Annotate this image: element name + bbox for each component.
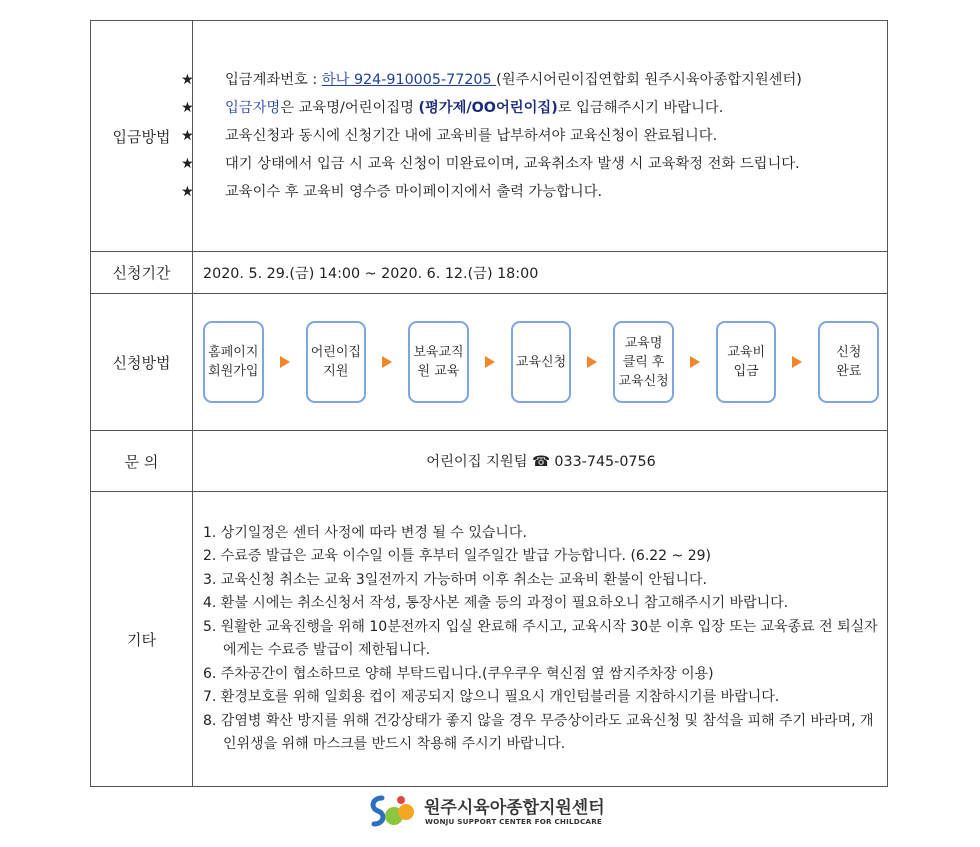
- step-signup: 홈페이지 회원가입: [203, 321, 264, 403]
- misc-item: 8. 감염병 확산 방지를 위해 건강상태가 좋지 않을 경우 무증상이라도 교육신청 및 참석을 피해 주기 바라며, 개인위생을 위해 마스크를 반드시 착용해 주시기 바랍니다.: [203, 712, 874, 752]
- center-logo-icon: [368, 792, 418, 830]
- misc-item: 4. 환불 시에는 취소신청서 작성, 통장사본 제출 등의 과정이 필요하오니 참고해주시기 바랍니다.: [203, 595, 789, 611]
- step-select-course: 교육명 클릭 후 교육신청: [613, 321, 674, 403]
- row-payment: [91, 21, 888, 252]
- star-icon: ★: [181, 127, 194, 144]
- label-payment: 입금방법: [91, 21, 193, 252]
- star-icon: ★: [181, 71, 194, 88]
- period-value: 2020. 5. 29.(금) 14:00 ~ 2020. 6. 12.(금) 18:00: [193, 252, 888, 294]
- account-number: 하나 924-910005-77205: [321, 71, 497, 88]
- payment-account-line: ★ 입금계좌번호 : 하나 924-910005-77205 (원주시어린이집연합회 원주시육아종합지원센터): [203, 68, 879, 93]
- payment-line-4: ★ 대기 상태에서 입금 시 교육 신청이 미완료이며, 교육취소자 발생 시 교육확정 전화 드립니다.: [203, 152, 879, 177]
- row-contact: [91, 431, 888, 492]
- misc-item: 3. 교육신청 취소는 교육 3일전까지 가능하며 이후 취소는 교육비 환불이 안됩니다.: [203, 571, 707, 588]
- row-method: [91, 294, 888, 431]
- star-icon: ★: [181, 155, 194, 172]
- phone-icon: ☎: [532, 454, 550, 470]
- misc-content: [193, 492, 888, 787]
- star-icon: ★: [181, 99, 194, 116]
- arrow-right-icon: [382, 356, 392, 368]
- payment-line-5: ★ 교육이수 후 교육비 영수증 마이페이지에서 출력 가능합니다.: [203, 180, 879, 205]
- label-misc: 기타: [91, 492, 193, 787]
- row-period: [91, 252, 888, 294]
- contact-phone: 033-745-0756: [554, 454, 656, 470]
- step-apply: 교육신청: [511, 321, 572, 403]
- label-contact: 문 의: [91, 431, 193, 492]
- row-misc: [91, 492, 888, 787]
- step-payment: 교육비 입금: [716, 321, 777, 403]
- star-icon: ★: [181, 183, 194, 200]
- misc-item: 6. 주차공간이 협소하므로 양해 부탁드립니다.(쿠우쿠우 혁신점 옆 쌈지주차장 이용): [203, 665, 714, 682]
- contact-team: 어린이집 지원팀: [426, 454, 528, 470]
- misc-item: 7. 환경보호를 위해 일회용 컵이 제공되지 않으니 필요시 개인텀블러를 지참하시기를 바랍니다.: [203, 689, 780, 705]
- method-content: [193, 294, 888, 431]
- contact-content: [193, 431, 888, 492]
- step-daycare: 어린이집 지원: [306, 321, 367, 403]
- misc-item: 2. 수료증 발급은 교육 이수일 이틀 후부터 일주일간 발급 가능합니다. (6.22 ~ 29): [203, 548, 711, 564]
- misc-item: 1. 상기일정은 센터 사정에 따라 변경 될 수 있습니다.: [203, 524, 527, 541]
- payment-content: [181, 21, 888, 252]
- info-table: [90, 20, 888, 787]
- center-name: 원주시육아종합지원센터: [424, 798, 605, 818]
- payment-depositor-line: ★ 입금자명은 교육명/어린이집명 (평가제/OO어린이집)로 입금해주시기 바랍니다.: [203, 96, 879, 121]
- step-flow: [203, 321, 879, 403]
- label-period: 신청기간: [91, 252, 193, 294]
- misc-item: 5. 원활한 교육진행을 위해 10분전까지 입실 완료해 주시고, 교육시작 30분 이후 입장 또는 교육종료 전 퇴실자에게는 수료증 발급이 제한됩니다.: [203, 618, 878, 658]
- arrow-right-icon: [587, 356, 597, 368]
- step-complete: 신청 완료: [818, 321, 879, 403]
- label-method: 신청방법: [91, 294, 193, 431]
- arrow-right-icon: [280, 356, 290, 368]
- footer-logo: [368, 790, 628, 834]
- step-staff-education: 보육교직 원 교육: [408, 321, 469, 403]
- arrow-right-icon: [792, 356, 802, 368]
- arrow-right-icon: [690, 356, 700, 368]
- center-english-name: WONJU SUPPORT CENTER FOR CHILDCARE: [425, 817, 603, 826]
- payment-line-3: ★ 교육신청과 동시에 신청기간 내에 교육비를 납부하셔야 교육신청이 완료됩니다.: [203, 124, 879, 149]
- arrow-right-icon: [485, 356, 495, 368]
